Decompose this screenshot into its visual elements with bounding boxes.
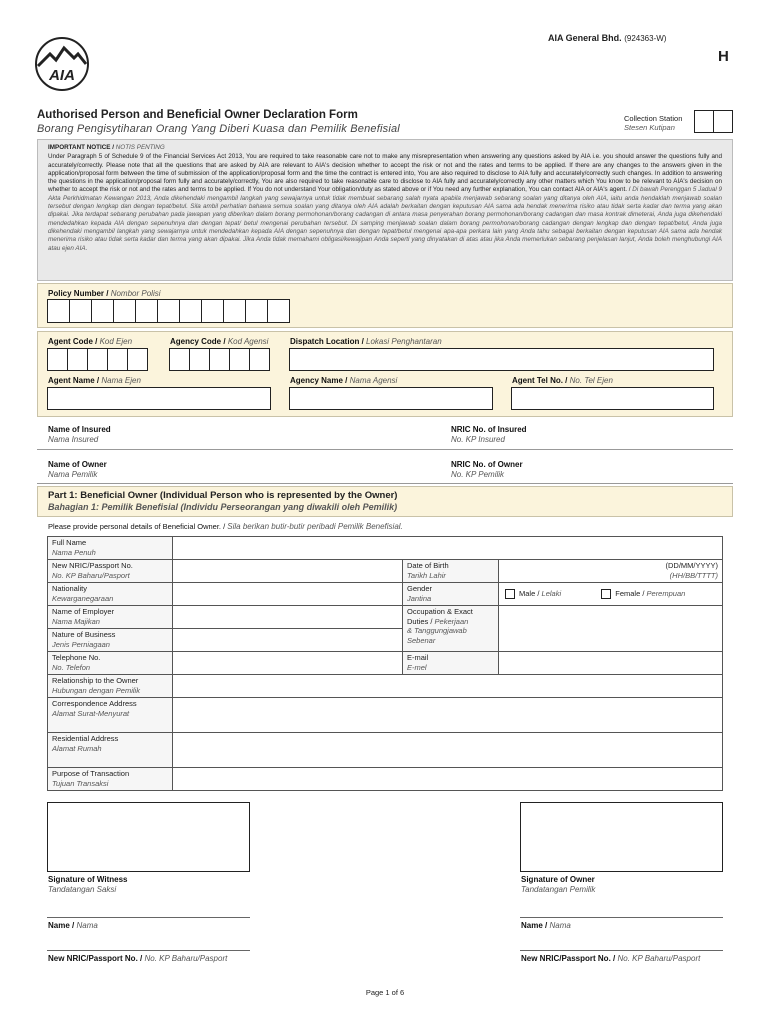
nationality-label: Nationality Kewarganegaraan <box>48 583 173 606</box>
company-name: AIA General Bhd. (924363-W) <box>548 33 667 43</box>
telephone-label: Telephone No. No. Telefon <box>48 652 173 675</box>
correspondence-label: Correspondence Address Alamat Surat-Menyurat <box>48 698 173 733</box>
policy-number-label: Policy Number / Nombor Polisi <box>48 289 161 298</box>
logo-text: AIA <box>49 67 75 84</box>
agent-code-char-box[interactable] <box>87 348 108 371</box>
agency-code-char-box[interactable] <box>189 348 210 371</box>
policy-number-char-box[interactable] <box>47 299 70 323</box>
agency-name-input[interactable] <box>289 387 493 410</box>
female-checkbox[interactable] <box>601 589 611 599</box>
agency-code-char-box[interactable] <box>249 348 270 371</box>
business-label: Nature of Business Jenis Perniagaan <box>48 629 173 652</box>
policy-number-char-box[interactable] <box>179 299 202 323</box>
nric-insured-label: NRIC No. of Insured No. KP Insured <box>451 425 527 444</box>
owner-name-label: Name / Nama <box>521 921 571 930</box>
occupation-input[interactable] <box>499 606 723 652</box>
name-insured-label: Name of Insured Nama Insured <box>48 425 111 444</box>
policy-number-char-box[interactable] <box>135 299 158 323</box>
agent-code-char-box[interactable] <box>127 348 148 371</box>
male-checkbox[interactable] <box>505 589 515 599</box>
notice-body-ms: Di bawah Perenggan 5 Jadual 9 Akta Perkhidmatan Kewangan 2013, Anda dikehendaki mengambil langkah yang sewajarnya untuk tidak membuat sebarang salah nyata apabila menjawab sebarang soalan yang ditanya oleh AIA, iaitu anda hendaklah menjawab soalan tersebut dengan lengkap dan dengan tepat/betul. Sila ambil perhatian bahawa semua soalan yang ditanya oleh AIA adalah berkaitan dengan keputusan AIA sama ada hendak menerima risiko atau tidak serta kadar dan terma yang akan dipakai. Jika terdapat sebarang perubahan pada jawapan yang diberikan dalam borang permohonan/borang cadangan di antara masa penyerahan borang permohonan/borang cadangan dan masa kontrak dimeterai, Anda juga dikehendaki mendedahkan kepada AIA dengan sepenuhnya dan dengan tepat/ betul mengenai perubahan tersebut. Di samping menjawab soalan dalam borang permohonan/borang cadangan dengan lengkap dan dengan tepat/betul, Anda juga dikehendaki mengambil langkah yang sewajarnya untuk mendedahkan kepada AIA dengan sepenuhnya dan dengan tepat/betul mengenai apa-apa perkara lain yang Anda tahu sebagai berkaitan dengan keputusan AIA sama ada hendak menerima risiko atau tidak serta kadar dan terma yang akan dipakai. Jika Anda tidak memahami obligasi/kewajipan Anda seperti yang dinyatakan di atas atau jika Anda memerlukan sebarang penjelasan lanjut, Anda boleh menghubungi AIA atau ejen AIA. <box>48 186 722 252</box>
agency-code-char-box[interactable] <box>169 348 190 371</box>
policy-number-char-box[interactable] <box>201 299 224 323</box>
agency-name-label: Agency Name / Nama Agensi <box>290 376 398 385</box>
form-title-ms: Borang Pengisytiharan Orang Yang Diberi Kuasa dan Pemilik Benefisial <box>37 123 400 135</box>
part1-instruction: Please provide personal details of Beneficial Owner. / Sila berikan butir-butir peribadi Pemilik Benefisial. <box>48 522 403 531</box>
policy-number-char-box[interactable] <box>157 299 180 323</box>
business-input[interactable] <box>173 629 403 652</box>
telephone-input[interactable] <box>173 652 403 675</box>
agent-name-input[interactable] <box>47 387 271 410</box>
collection-station-box[interactable] <box>694 110 714 133</box>
agent-name-label: Agent Name / Nama Ejen <box>48 376 141 385</box>
dob-label: Date of Birth Tarikh Lahir <box>403 560 499 583</box>
residential-label: Residential Address Alamat Rumah <box>48 733 173 768</box>
correspondence-input[interactable] <box>173 698 723 733</box>
notice-body-en: Under Paragraph 5 of Schedule 9 of the Financial Services Act 2013, You are required to take reasonable care not to make any misrepresentation when answering any questions asked by AIA i.e. you should answer the questions fully and accurately/correctly. Please note that all the questions that are asked by AIA are relevant to AIA's decision whether to accept the risk or not and the rates and terms to be applied. If there are any changes to the answers given in the application/proposal form between the time of submission of the application/proposal form and the time the contract is entered into, You are also required to disclose to AIA fully and accurately/correctly such changes. In addition to answering the questions in the application/proposal form fully and accurately/correctly, You are also required to take reasonable care to disclose to AIA fully and accurately/correctly any other matters which You know to be relevant to AIA's decision on whether to accept the risk or not and the rates and terms to be applied. If You do not understand Your obligation/duty as stated above or if You need any further explanation, You can contact AIA or AIA's agent. / <box>48 153 722 194</box>
form-code: H <box>718 48 729 65</box>
policy-number-char-box[interactable] <box>91 299 114 323</box>
agent-code-label: Agent Code / Kod Ejen <box>48 337 133 346</box>
full-name-label: Full Name Nama Penuh <box>48 537 173 560</box>
collection-station-box[interactable] <box>713 110 733 133</box>
aia-logo <box>34 36 90 92</box>
gender-label: Gender Jantina <box>403 583 499 606</box>
page-number: Page 1 of 6 <box>365 988 405 997</box>
nric-owner-label: NRIC No. of Owner No. KP Pemilik <box>451 460 523 479</box>
full-name-input[interactable] <box>173 537 723 560</box>
policy-number-char-box[interactable] <box>245 299 268 323</box>
nric-label: New NRIC/Passport No. No. KP Baharu/Pasport <box>48 560 173 583</box>
agency-code-char-box[interactable] <box>209 348 230 371</box>
purpose-label: Purpose of Transaction Tujuan Transaksi <box>48 768 173 791</box>
collection-station-label: Collection Station Stesen Kutipan <box>624 114 683 132</box>
policy-number-char-box[interactable] <box>267 299 290 323</box>
purpose-input[interactable] <box>173 768 723 791</box>
email-label: E-mail E-mel <box>403 652 499 675</box>
gender-options <box>499 583 723 606</box>
nationality-input[interactable] <box>173 583 403 606</box>
occupation-label: Occupation & Exact Duties / Pekerjaan & Tanggungjawab Sebenar <box>403 606 499 652</box>
agent-tel-input[interactable] <box>511 387 714 410</box>
agency-code-label: Agency Code / Kod Agensi <box>170 337 269 346</box>
agent-tel-label: Agent Tel No. / No. Tel Ejen <box>512 376 613 385</box>
witness-signature-label: Signature of Witness Tandatangan Saksi <box>48 875 128 894</box>
relationship-label: Relationship to the Owner Hubungan dengan Pemilik <box>48 675 173 698</box>
policy-number-char-box[interactable] <box>223 299 246 323</box>
policy-number-char-box[interactable] <box>69 299 92 323</box>
form-title-en: Authorised Person and Beneficial Owner Declaration Form <box>37 109 358 121</box>
witness-nric-label: New NRIC/Passport No. / No. KP Baharu/Pasport <box>48 954 228 963</box>
dob-input[interactable]: (DD/MM/YYYY) (HH/BB/TTTT) <box>499 560 723 583</box>
part1-header: Part 1: Beneficial Owner (Individual Person who is represented by the Owner) Bahagian 1: Pemilik Benefisial (Individu Perseorangan yang diwakili oleh Pemilik) <box>37 486 733 517</box>
policy-number-char-box[interactable] <box>113 299 136 323</box>
dispatch-location-label: Dispatch Location / Lokasi Penghantaran <box>290 337 442 346</box>
agent-code-char-box[interactable] <box>107 348 128 371</box>
owner-signature-box[interactable] <box>520 802 723 872</box>
male-option[interactable]: Male / Lelaki <box>505 589 561 598</box>
nric-input[interactable] <box>173 560 403 583</box>
residential-input[interactable] <box>173 733 723 768</box>
female-option[interactable]: Female / Perempuan <box>601 589 685 598</box>
email-input[interactable] <box>499 652 723 675</box>
witness-signature-box[interactable] <box>47 802 250 872</box>
owner-nric-label: New NRIC/Passport No. / No. KP Baharu/Pasport <box>521 954 701 963</box>
dispatch-location-input[interactable] <box>289 348 714 371</box>
owner-signature-label: Signature of Owner Tandatangan Pemilik <box>521 875 596 894</box>
name-owner-label: Name of Owner Nama Pemilik <box>48 460 107 479</box>
employer-input[interactable] <box>173 606 403 629</box>
beneficial-owner-table <box>47 536 723 791</box>
important-notice: IMPORTANT NOTICE / NOTIS PENTING Under Paragraph 5 of Schedule 9 of the Financial Services Act 2013, You are required to take reasonable care not to make any misrepresentation when answering any questions asked by AIA i.e. you should answer the questions fully and accurately/correctly. Please note that all the questions that are asked by AIA are relevant to AIA's decision whether to accept the risk or not and the rates and terms to be applied. If there are any changes to the answers given in the application/proposal form between the time of submission of the application/proposal form and the time the contract is entered into, You are also required to disclose to AIA fully and accurately/correctly such changes. In addition to answering the questions in the application/proposal form fully and accurately/correctly, You are also required to take reasonable care to disclose to AIA fully and accurately/correctly any other matters which You know to be relevant to AIA's decision on whether to accept the risk or not and the rates and terms to be applied. If You do not understand Your obligation/duty as stated above or if You need any further explanation, You can contact AIA or AIA's agent. / Di bawah Perenggan 5 Jadual 9 Akta Perkhidmatan Kewangan 2013, Anda dikehendaki mengambil langkah yang sewajarnya untuk tidak membuat sebarang salah nyata apabila menjawab sebarang soalan yang ditanya oleh AIA, iaitu anda hendaklah menjawab soalan tersebut dengan lengkap dan dengan tepat/betul. Sila ambil perhatian bahawa semua soalan yang ditanya oleh AIA adalah berkaitan dengan keputusan AIA sama ada hendak menerima risiko atau tidak serta kadar dan terma yang akan dipakai. Jika terdapat sebarang perubahan pada jawapan yang diberikan dalam borang permohonan/borang cadangan di antara masa penyerahan borang permohonan/borang cadangan dan masa kontrak dimeterai, Anda juga dikehendaki mendedahkan kepada AIA dengan sepenuhnya dan dengan tepat/ betul mengenai perubahan tersebut. Di samping menjawab soalan dalam borang permohonan/borang cadangan dengan lengkap dan dengan tepat/betul, Anda juga dikehendaki mengambil langkah yang sewajarnya untuk mendedahkan kepada AIA dengan sepenuhnya dan dengan tepat/betul mengenai apa-apa perkara lain yang Anda tahu sebagai berkaitan dengan keputusan AIA sama ada hendak menerima risiko atau tidak serta kadar dan terma yang akan dipakai. Jika Anda tidak memahami obligasi/kewajipan Anda seperti yang dinyatakan di atas atau jika Anda memerlukan sebarang penjelasan lanjut, Anda boleh menghubungi AIA atau ejen AIA. <box>37 139 733 281</box>
agent-code-char-box[interactable] <box>47 348 68 371</box>
relationship-input[interactable] <box>173 675 723 698</box>
employer-label: Name of Employer Nama Majikan <box>48 606 173 629</box>
witness-name-label: Name / Nama <box>48 921 98 930</box>
agency-code-char-box[interactable] <box>229 348 250 371</box>
agent-code-char-box[interactable] <box>67 348 88 371</box>
